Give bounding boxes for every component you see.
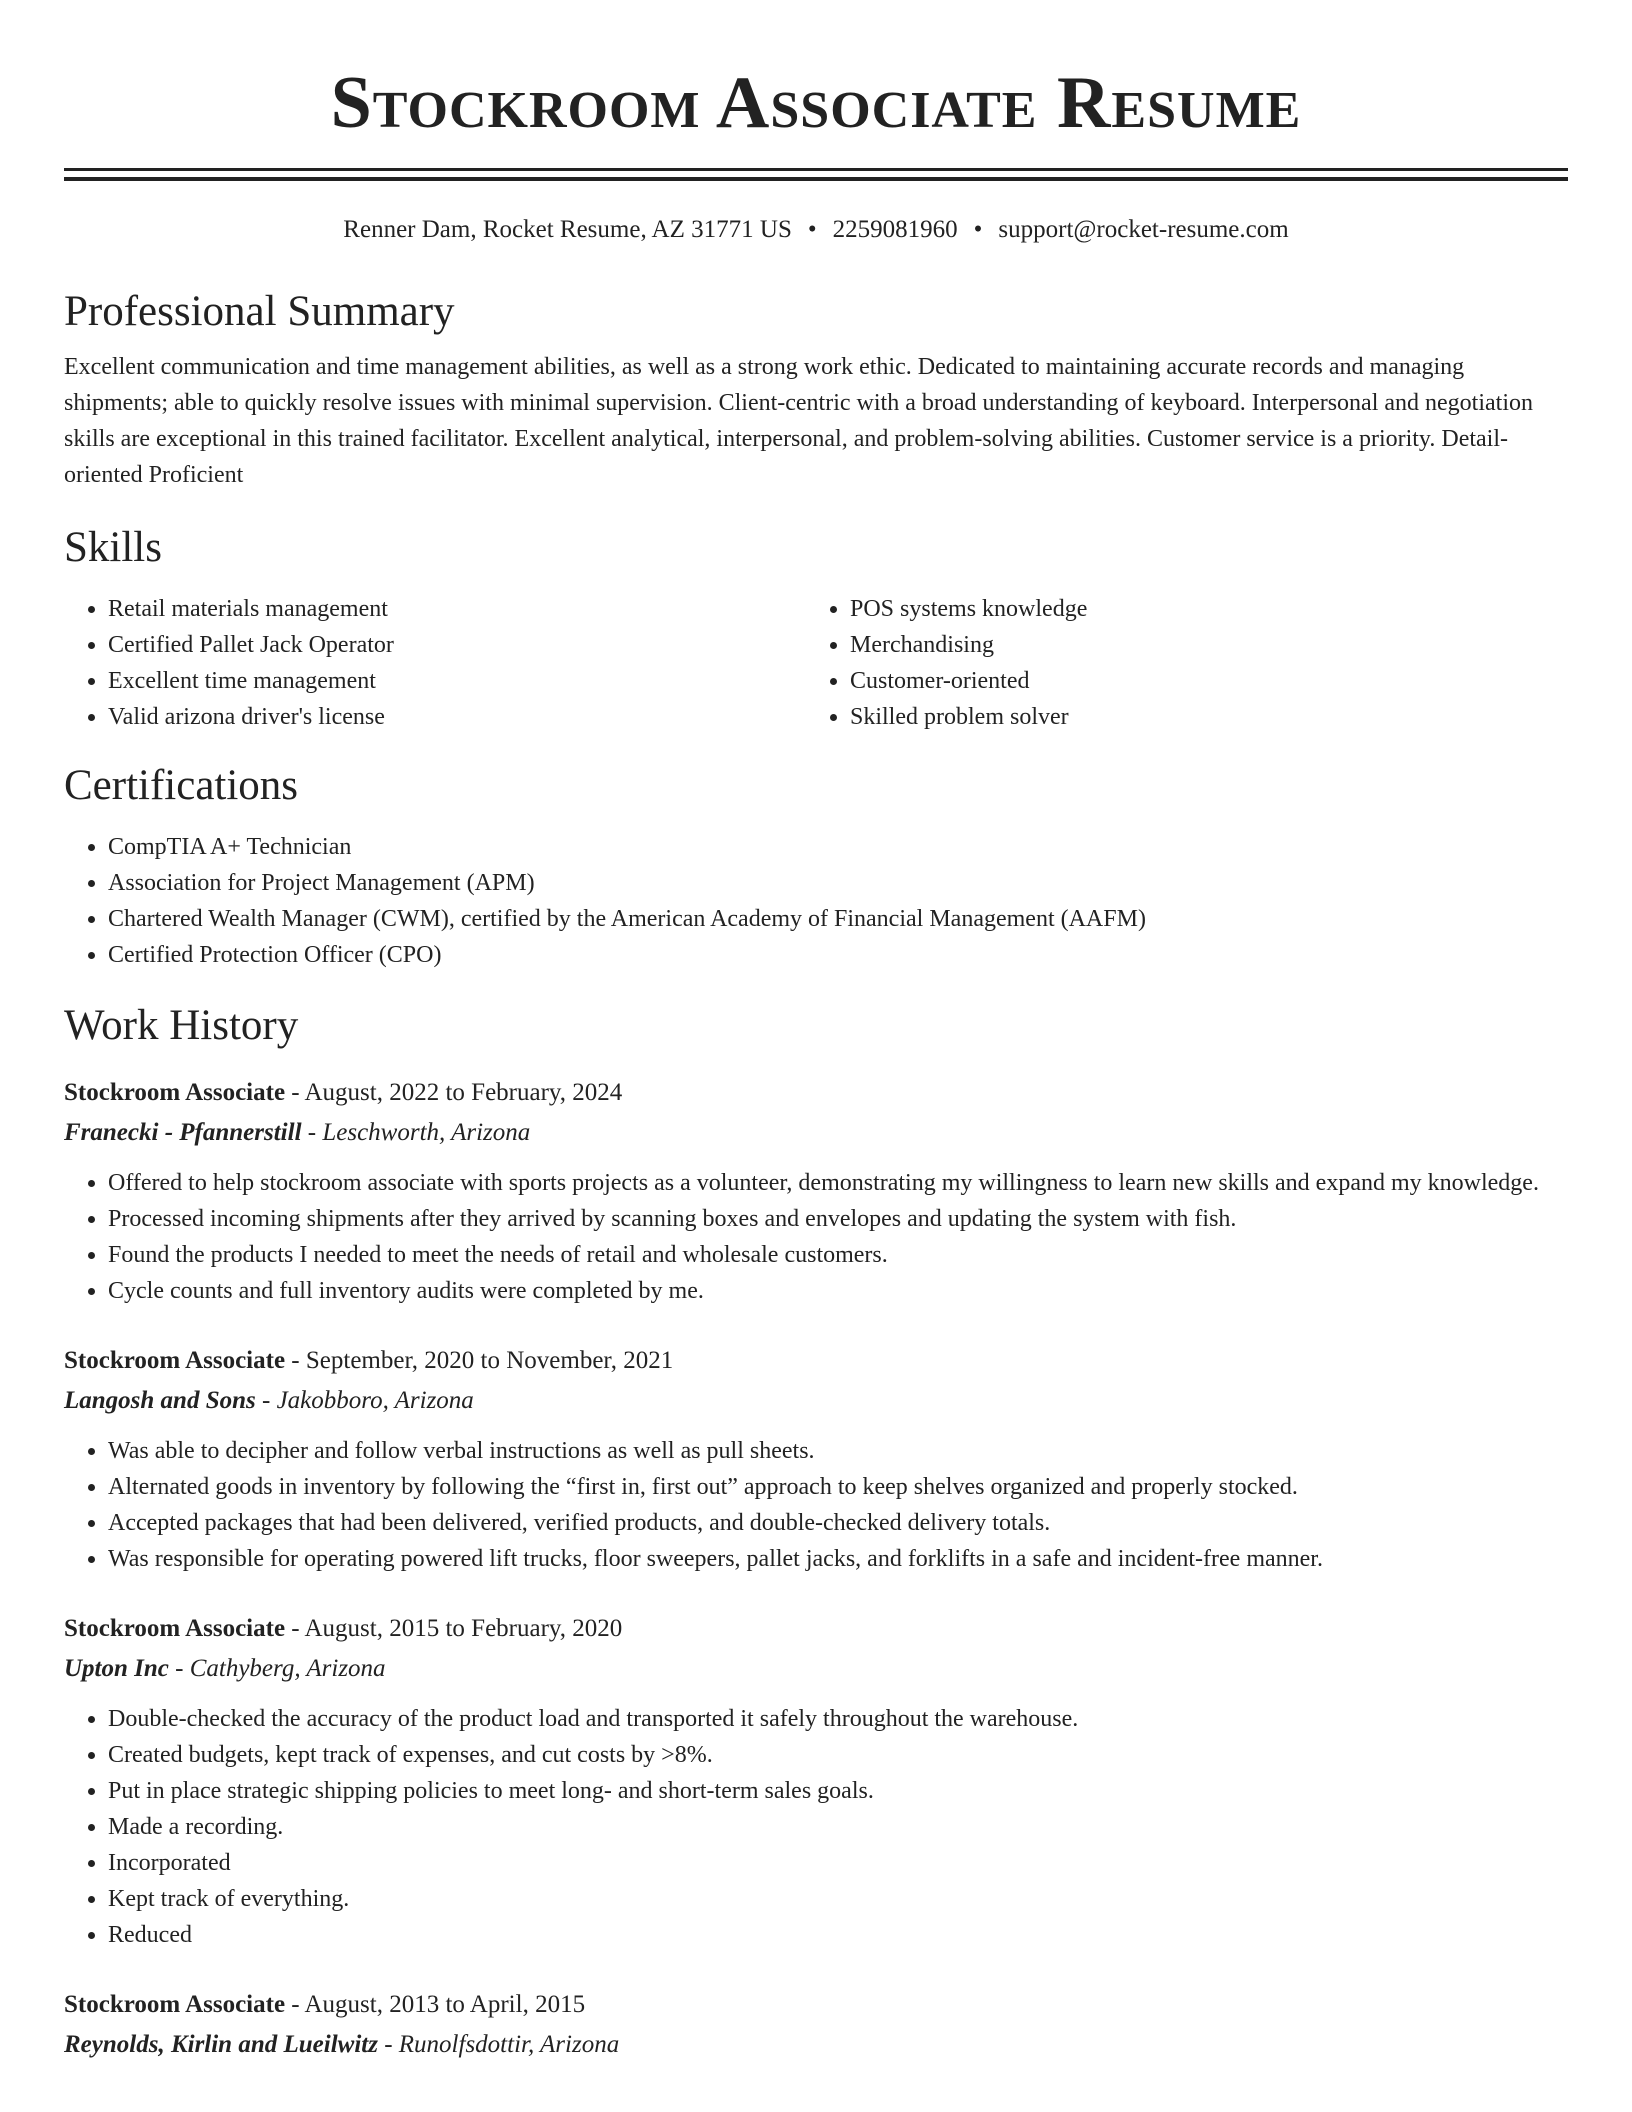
job-company: Upton Inc [64, 1655, 169, 1682]
job-bullet: • Offered to help stockroom associate with sports projects as a volunteer, demonstrating my willingness to learn new skills and expand my knowledge. [108, 1165, 1568, 1201]
job-bullet: • Kept track of everything. [108, 1881, 1568, 1917]
job-company-line: Reynolds, Kirlin and Lueilwitz - Runolfsdottir, Arizona [64, 2031, 620, 2058]
contact-address: Renner Dam, Rocket Resume, AZ 31771 US [343, 216, 792, 243]
summary-text: Excellent communication and time management abilities, as well as a strong work ethic. Dedicated to maintaining accurate records and managing shipments; able to quickly resolve issues with minimal supervision. Client-centric with a broad understanding of keyboard. Interpersonal and negotiation skills are exceptional in this trained facilitator. Excellent analytical, interpersonal, and problem-solving abilities. Customer service is a priority. Detail-oriented Proficient [64, 354, 1534, 488]
job-bullet: • Put in place strategic shipping policies to meet long- and short-term sales goals. [108, 1773, 1568, 1809]
job-bullets [64, 1701, 1568, 1953]
title-divider-thin [64, 168, 1568, 171]
job-location: Runolfsdottir, Arizona [398, 2031, 620, 2058]
job-bullet: • Was responsible for operating powered lift trucks, floor sweepers, pallet jacks, and forklifts in a safe and incident-free manner. [108, 1541, 1568, 1577]
job-dates: August, 2013 to April, 2015 [304, 1991, 586, 2018]
job-dates: September, 2020 to November, 2021 [305, 1347, 674, 1374]
resume-page [64, 0, 1568, 2065]
job-company-line: Franecki - Pfannerstill - Leschworth, Arizona [64, 1119, 531, 1146]
certification-item: • CompTIA A+ Technician [108, 829, 1568, 865]
job-bullet: • Reduced [108, 1917, 1568, 1953]
contact-separator: • [973, 216, 983, 243]
contact-email: support@rocket-resume.com [998, 216, 1289, 243]
skill-item: • POS systems knowledge [850, 591, 1548, 627]
job-bullet: • Double-checked the accuracy of the product load and transported it safely throughout the warehouse. [108, 1701, 1568, 1737]
work-history-heading: Work History [64, 1002, 299, 1049]
job-bullets [64, 1165, 1568, 1309]
certifications-heading: Certifications [64, 762, 299, 809]
skill-item: • Excellent time management [108, 663, 806, 699]
job-location: Cathyberg, Arizona [189, 1655, 386, 1682]
summary-heading: Professional Summary [64, 288, 455, 335]
certification-item: • Certified Protection Officer (CPO) [108, 937, 1568, 973]
job-bullet: • Accepted packages that had been delivered, verified products, and double-checked delivery totals. [108, 1505, 1568, 1541]
job-title: Stockroom Associate [64, 1615, 286, 1642]
skill-item: • Valid arizona driver's license [108, 699, 806, 735]
job-company: Franecki - Pfannerstill [64, 1119, 302, 1146]
title-divider-thick [64, 177, 1568, 181]
job-entry [64, 1985, 1568, 2065]
job-bullets [64, 1433, 1568, 1577]
skills-column-left [64, 591, 806, 735]
skills-column-right [806, 591, 1548, 735]
job-entry [64, 1073, 1568, 1309]
skills-grid [64, 591, 1568, 735]
job-title: Stockroom Associate [64, 1079, 286, 1106]
certification-item: • Chartered Wealth Manager (CWM), certified by the American Academy of Financial Management (AAFM) [108, 901, 1568, 937]
job-title: Stockroom Associate [64, 1991, 286, 2018]
job-title-line: Stockroom Associate - August, 2013 to April, 2015 [64, 1991, 586, 2018]
contact-separator: • [807, 216, 817, 243]
job-bullet: • Created budgets, kept track of expenses, and cut costs by >8%. [108, 1737, 1568, 1773]
job-location: Leschworth, Arizona [322, 1119, 531, 1146]
job-title-line: Stockroom Associate - August, 2015 to February, 2020 [64, 1615, 623, 1642]
job-dates: August, 2015 to February, 2020 [304, 1615, 623, 1642]
job-bullet: • Incorporated [108, 1845, 1568, 1881]
skills-heading: Skills [64, 524, 162, 571]
skill-item: • Certified Pallet Jack Operator [108, 627, 806, 663]
job-entry [64, 1609, 1568, 1953]
job-company: Reynolds, Kirlin and Lueilwitz [64, 2031, 378, 2058]
job-title-line: Stockroom Associate - September, 2020 to November, 2021 [64, 1347, 674, 1374]
job-dates: August, 2022 to February, 2024 [304, 1079, 623, 1106]
job-bullet: • Was able to decipher and follow verbal instructions as well as pull sheets. [108, 1433, 1568, 1469]
job-bullet: • Alternated goods in inventory by following the “first in, first out” approach to keep shelves organized and properly stocked. [108, 1469, 1568, 1505]
job-company-line: Upton Inc - Cathyberg, Arizona [64, 1655, 386, 1682]
job-bullet: • Cycle counts and full inventory audits were completed by me. [108, 1273, 1568, 1309]
certifications-list [64, 829, 1568, 973]
job-bullet: • Made a recording. [108, 1809, 1568, 1845]
resume-title: Stockroom Associate Resume [330, 62, 1302, 144]
contact-line [64, 215, 1568, 245]
skill-item: • Retail materials management [108, 591, 806, 627]
skill-item: • Merchandising [850, 627, 1548, 663]
skill-item: • Skilled problem solver [850, 699, 1548, 735]
certification-item: • Association for Project Management (APM) [108, 865, 1568, 901]
skill-item: • Customer-oriented [850, 663, 1548, 699]
job-company-line: Langosh and Sons - Jakobboro, Arizona [64, 1387, 474, 1414]
job-location: Jakobboro, Arizona [276, 1387, 474, 1414]
job-bullet: • Processed incoming shipments after they arrived by scanning boxes and envelopes and updating the system with fish. [108, 1201, 1568, 1237]
contact-phone: 2259081960 [832, 216, 958, 243]
job-entry [64, 1341, 1568, 1577]
job-bullet: • Found the products I needed to meet the needs of retail and wholesale customers. [108, 1237, 1568, 1273]
job-title: Stockroom Associate [64, 1347, 286, 1374]
job-title-line: Stockroom Associate - August, 2022 to February, 2024 [64, 1079, 623, 1106]
job-company: Langosh and Sons [64, 1387, 256, 1414]
